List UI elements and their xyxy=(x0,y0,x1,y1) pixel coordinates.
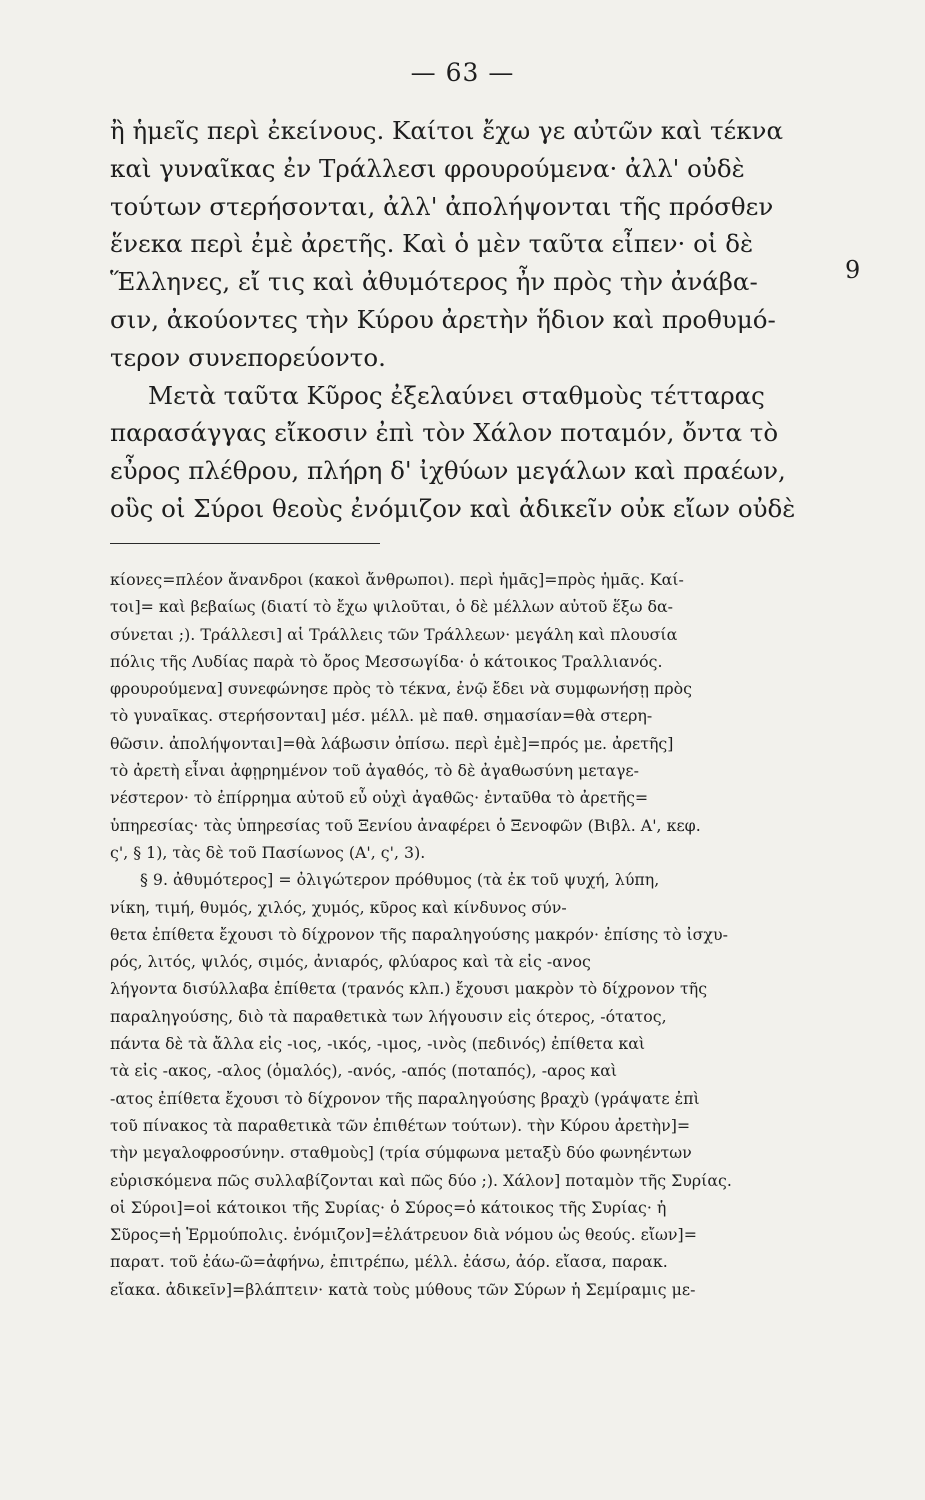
page-number: — 63 — xyxy=(410,58,515,87)
note-line: τοι]= καὶ βεβαίως (διατί τὸ ἔχω ψιλοῦται, ὁ δὲ μέλλων αὐτοῦ ἕξω δα- xyxy=(110,597,674,617)
note-line: § 9. ἀθυμότερος] = ὀλιγώτερον πρόθυμος (τὰ ἐκ τοῦ ψυχή, λύπη, xyxy=(140,870,660,890)
main-text-line: εὖρος πλέθρου, πλήρη δ' ἰχθύων μεγάλων καὶ πραέων, xyxy=(110,456,786,486)
note-line: οἱ Σύροι]=οἱ κάτοικοι τῆς Συρίας· ὁ Σύρος=ὁ κάτοικος τῆς Συρίας· ἡ xyxy=(110,1197,667,1217)
note-line: φρουρούμενα] συνεφώνησε πρὸς τὸ τέκνα, ἐνῷ ἔδει νὰ συμφωνήσῃ πρὸς xyxy=(110,679,692,699)
note-line: πάντα δὲ τὰ ἄλλα εἰς -ιος, -ικός, -ιμος, -ινὸς (πεδινός) ἐπίθετα καὶ xyxy=(110,1034,646,1054)
note-line: τὴν μεγαλοφροσύνην. σταθμοὺς] (τρία σύμφωνα μεταξὺ δύο φωνηέντων xyxy=(110,1143,692,1163)
note-line: -ατος ἐπίθετα ἔχουσι τὸ δίχρονον τῆς παραληγούσης βραχὺ (γράψατε ἐπὶ xyxy=(110,1088,700,1108)
main-text-line: καὶ γυναῖκας ἐν Τράλλεσι φρουρούμενα· ἀλλ' οὐδὲ xyxy=(110,153,745,183)
footnote-divider xyxy=(110,543,380,544)
main-text-line: ἢ ἡμεῖς περὶ ἐκείνους. Καίτοι ἔχω γε αὐτῶν καὶ τέκνα xyxy=(110,116,783,145)
note-line: παρατ. τοῦ ἐάω-ῶ=ἀφήνω, ἐπιτρέπω, μέλλ. ἐάσω, ἀόρ. εἴασα, παρακ. xyxy=(110,1252,668,1272)
commentary-notes xyxy=(110,566,828,1330)
note-line: τὸ γυναῖκας. στερήσονται] μέσ. μέλλ. μὲ παθ. σημασίαν=θὰ στερη- xyxy=(110,706,653,726)
main-text-line: τούτων στερήσονται, ἀλλ' ἀπολήψονται τῆς πρόσθεν xyxy=(110,191,774,221)
note-line: πόλις τῆς Λυδίας παρὰ τὸ ὄρος Μεσσωγίδα· ὁ κάτοικος Τραλλιανός. xyxy=(110,651,663,671)
note-line: ρός, λιτός, ψιλός, σιμός, ἀνιαρός, φλύαρος καὶ τὰ εἰς -ανος xyxy=(110,952,591,972)
note-line: νίκη, τιμή, θυμός, χιλός, χυμός, κῦρος καὶ κίνδυνος σύν- xyxy=(110,897,567,917)
main-text-line: οὓς οἱ Σύροι θεοὺς ἐνόμιζον καὶ ἀδικεῖν οὐκ εἴων οὐδὲ xyxy=(110,493,796,523)
note-line: θῶσιν. ἀπολήψονται]=θὰ λάβωσιν ὀπίσω. περὶ ἐμὲ]=πρός με. ἀρετῆς] xyxy=(110,733,674,753)
main-text-line: Μετὰ ταῦτα Κῦρος ἐξελαύνει σταθμοὺς τέτταρας xyxy=(148,380,765,410)
note-line: σύνεται ;). Τράλλεσι] αἱ Τράλλεις τῶν Τράλλεων· μεγάλη καὶ πλουσία xyxy=(110,624,678,644)
main-text-line: ἕνεκα περὶ ἐμὲ ἀρετῆς. Καὶ ὁ μὲν ταῦτα εἶπεν· οἱ δὲ xyxy=(110,229,754,259)
note-line: κίονες=πλέον ἄνανδροι (κακοὶ ἄνθρωποι). περὶ ἡμᾶς]=πρὸς ἡμᾶς. Καί- xyxy=(110,570,684,589)
note-line: θετα ἐπίθετα ἔχουσι τὸ δίχρονον τῆς παραληγούσης μακρόν· ἐπίσης τὸ ἰσχυ- xyxy=(110,924,728,944)
note-line: εἴακα. ἀδικεῖν]=βλάπτειν· κατὰ τοὺς μύθους τῶν Σύρων ἡ Σεμίραμις με- xyxy=(110,1279,696,1299)
main-text-line: σιν, ἀκούοντες τὴν Κύρου ἀρετὴν ἥδιον καὶ προθυμό- xyxy=(110,304,776,334)
note-line: νέστερον· τὸ ἐπίρρημα αὐτοῦ εὖ οὐχὶ ἀγαθῶς· ἐνταῦθα τὸ ἀρετῆς= xyxy=(110,788,649,808)
note-line: λήγοντα δισύλλαβα ἐπίθετα (τρανός κλπ.) ἔχουσι μακρὸν τὸ δίχρονον τῆς xyxy=(110,979,708,999)
main-text-line: Ἕλληνες, εἴ τις καὶ ἀθυμότερος ἦν πρὸς τὴν ἀνάβα- xyxy=(110,267,758,297)
note-line: παραληγούσης, διὸ τὰ παραθετικὰ των λήγουσιν εἰς ότερος, -ότατος, xyxy=(110,1006,667,1026)
main-text-block xyxy=(110,112,830,528)
main-text-line: παρασάγγας εἴκοσιν ἐπὶ τὸν Χάλον ποταμόν, ὄντα τὸ xyxy=(110,418,779,448)
note-line: τὰ εἰς -ακος, -αλος (ὁμαλός), -ανός, -απός (ποταπός), -αρος καὶ xyxy=(110,1061,618,1081)
note-line: εὑρισκόμενα πῶς συλλαβίζονται καὶ πῶς δύο ;). Χάλον] ποταμὸν τῆς Συρίας. xyxy=(110,1170,732,1190)
note-line: τὸ ἀρετὴ εἶναι ἀφῃρημένον τοῦ ἀγαθός, τὸ δὲ ἀγαθωσύνη μεταγε- xyxy=(110,761,639,781)
note-line: Σῦρος=ἡ Ἑρμούπολις. ἐνόμιζον]=ἐλάτρευον διὰ νόμου ὡς θεούς. εἴων]= xyxy=(110,1225,697,1245)
main-text-line: τερον συνεπορεύοντο. xyxy=(110,342,386,372)
note-line: ς', § 1), τὰς δὲ τοῦ Πασίωνος (Α', ς', 3). xyxy=(110,842,426,862)
note-line: ὑπηρεσίας· τὰς ὑπηρεσίας τοῦ Ξενίου ἀναφέρει ὁ Ξενοφῶν (Βιβλ. Α', κεφ. xyxy=(110,815,701,835)
section-number: 9 xyxy=(845,256,861,284)
note-line xyxy=(110,1303,828,1330)
note-line: τοῦ πίνακος τὰ παραθετικὰ τῶν ἐπιθέτων τούτων). τὴν Κύρου ἀρετὴν]= xyxy=(110,1115,691,1135)
